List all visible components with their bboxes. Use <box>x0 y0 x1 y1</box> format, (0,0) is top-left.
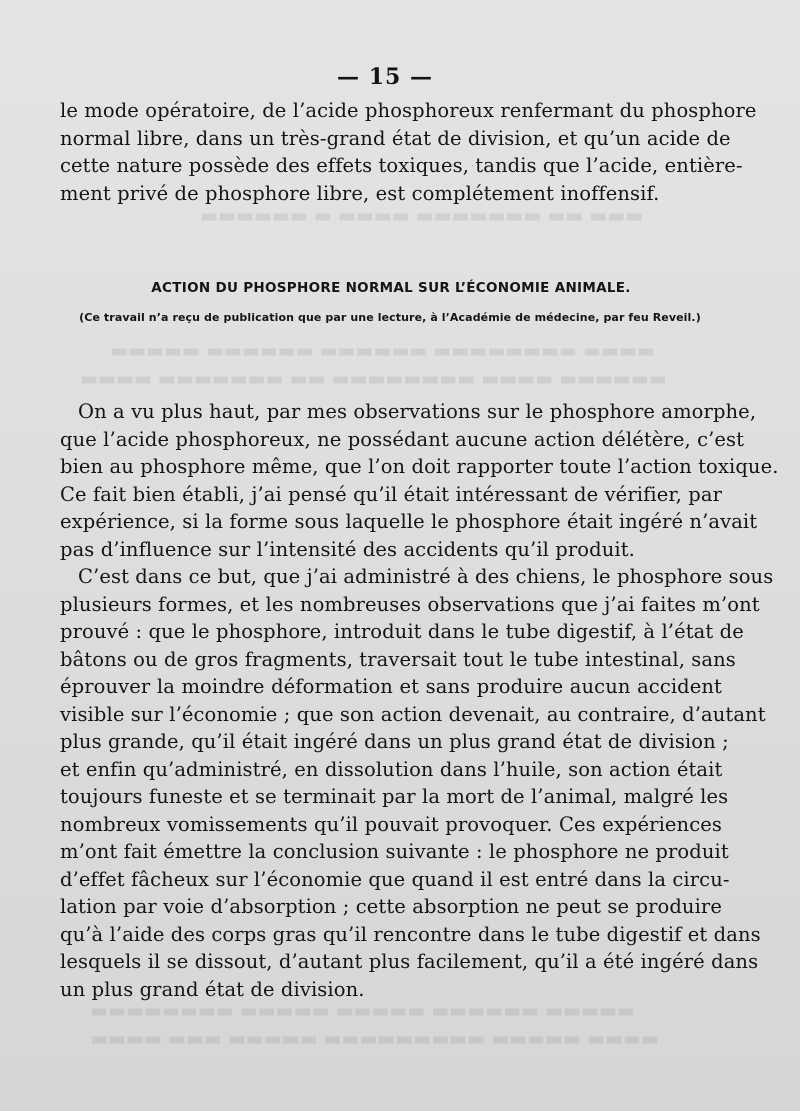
text-line: C’est dans ce but, que j’ai administré à des chiens, le phosphore sous <box>78 565 774 588</box>
bleed-through: ▬▬▬▬▬▬ ▬▬▬▬ ▬▬▬▬▬▬▬▬ ▬▬ ▬▬▬▬▬▬▬ ▬▬▬▬ <box>80 368 667 390</box>
text-line: qu’à l’aide des corps gras qu’il rencontre dans le tube digestif et dans <box>60 922 761 946</box>
text-line: expérience, si la forme sous laquelle le phosphore était ingéré n’avait <box>60 510 758 533</box>
section-heading: ACTION DU PHOSPHORE NORMAL SUR L’ÉCONOMIE ANIMALE. <box>151 280 631 296</box>
intro-paragraph <box>60 97 757 207</box>
text-line: éprouver la moindre déformation et sans produire aucun accident <box>60 675 722 698</box>
text-line: toujours funeste et se terminait par la mort de l’animal, malgré les <box>60 785 729 808</box>
publication-note: (Ce travail n’a reçu de publication que par une lecture, à l’Académie de médecine, par feu Reveil.) <box>79 311 701 324</box>
body-paragraph-1 <box>60 398 779 563</box>
text-line: et enfin qu’administré, en dissolution dans l’huile, son action était <box>60 757 723 781</box>
text-line: que l’acide phosphoreux, ne possédant aucune action délétère, c’est <box>60 427 745 451</box>
text-line: Ce fait bien établi, j’ai pensé qu’il était intéressant de vérifier, par <box>60 482 722 506</box>
text-line: plusieurs formes, et les nombreuses observations que j’ai faites m’ont <box>60 592 760 616</box>
text-line: lesquels il se dissout, d’autant plus facilement, qu’il a été ingéré dans <box>60 950 759 973</box>
body-paragraph-2 <box>60 563 774 1003</box>
text-line: m’ont fait émettre la conclusion suivante : le phosphore ne produit <box>60 840 729 863</box>
text-line: cette nature possède des effets toxiques, tandis que l’acide, entière- <box>60 154 743 177</box>
text-line: d’effet fâcheux sur l’économie que quand il est entré dans la circu- <box>60 867 730 891</box>
text-line: nombreux vomissements qu’il pouvait provoquer. Ces expériences <box>60 812 722 836</box>
page-number: — 15 — <box>337 64 433 90</box>
bleed-through: ▬▬▬▬ ▬▬▬▬▬▬▬▬ ▬▬▬▬▬▬ ▬▬▬▬▬▬ ▬▬▬▬▬ <box>110 340 655 362</box>
bleed-through: ▬▬▬ ▬▬ ▬▬▬▬▬▬▬ ▬▬▬▬ ▬ ▬▬▬▬▬▬ <box>200 205 644 227</box>
text-line: un plus grand état de division. <box>60 977 365 1001</box>
text-line: lation par voie d’absorption ; cette absorption ne peut se produire <box>60 895 722 918</box>
text-line: normal libre, dans un très-grand état de division, et qu’un acide de <box>60 126 731 150</box>
text-line: prouvé : que le phosphore, introduit dans le tube digestif, à l’état de <box>60 620 744 643</box>
text-line: le mode opératoire, de l’acide phosphoreux renfermant du phosphore <box>60 99 757 122</box>
text-line: plus grande, qu’il était ingéré dans un plus grand état de division ; <box>60 730 729 753</box>
text-line: pas d’influence sur l’intensité des accidents qu’il produit. <box>60 537 635 561</box>
text-line: bâtons ou de gros fragments, traversait tout le tube intestinal, sans <box>60 647 736 671</box>
text-line: On a vu plus haut, par mes observations sur le phosphore amorphe, <box>78 400 757 423</box>
bleed-through: ▬▬▬▬ ▬▬▬▬▬ ▬▬▬▬▬▬▬▬▬ ▬▬▬▬▬ ▬▬▬ ▬▬▬▬ <box>90 1028 659 1050</box>
text-line: bien au phosphore même, que l’on doit rapporter toute l’action toxique. <box>60 455 779 478</box>
bleed-through: ▬▬▬▬▬ ▬▬▬▬▬▬ ▬▬▬▬▬ ▬▬▬▬▬ ▬▬▬▬▬▬▬▬ <box>90 1000 635 1022</box>
text-line: visible sur l’économie ; que son action devenait, au contraire, d’autant <box>60 702 766 726</box>
text-line: ment privé de phosphore libre, est complétement inoffensif. <box>60 181 660 205</box>
